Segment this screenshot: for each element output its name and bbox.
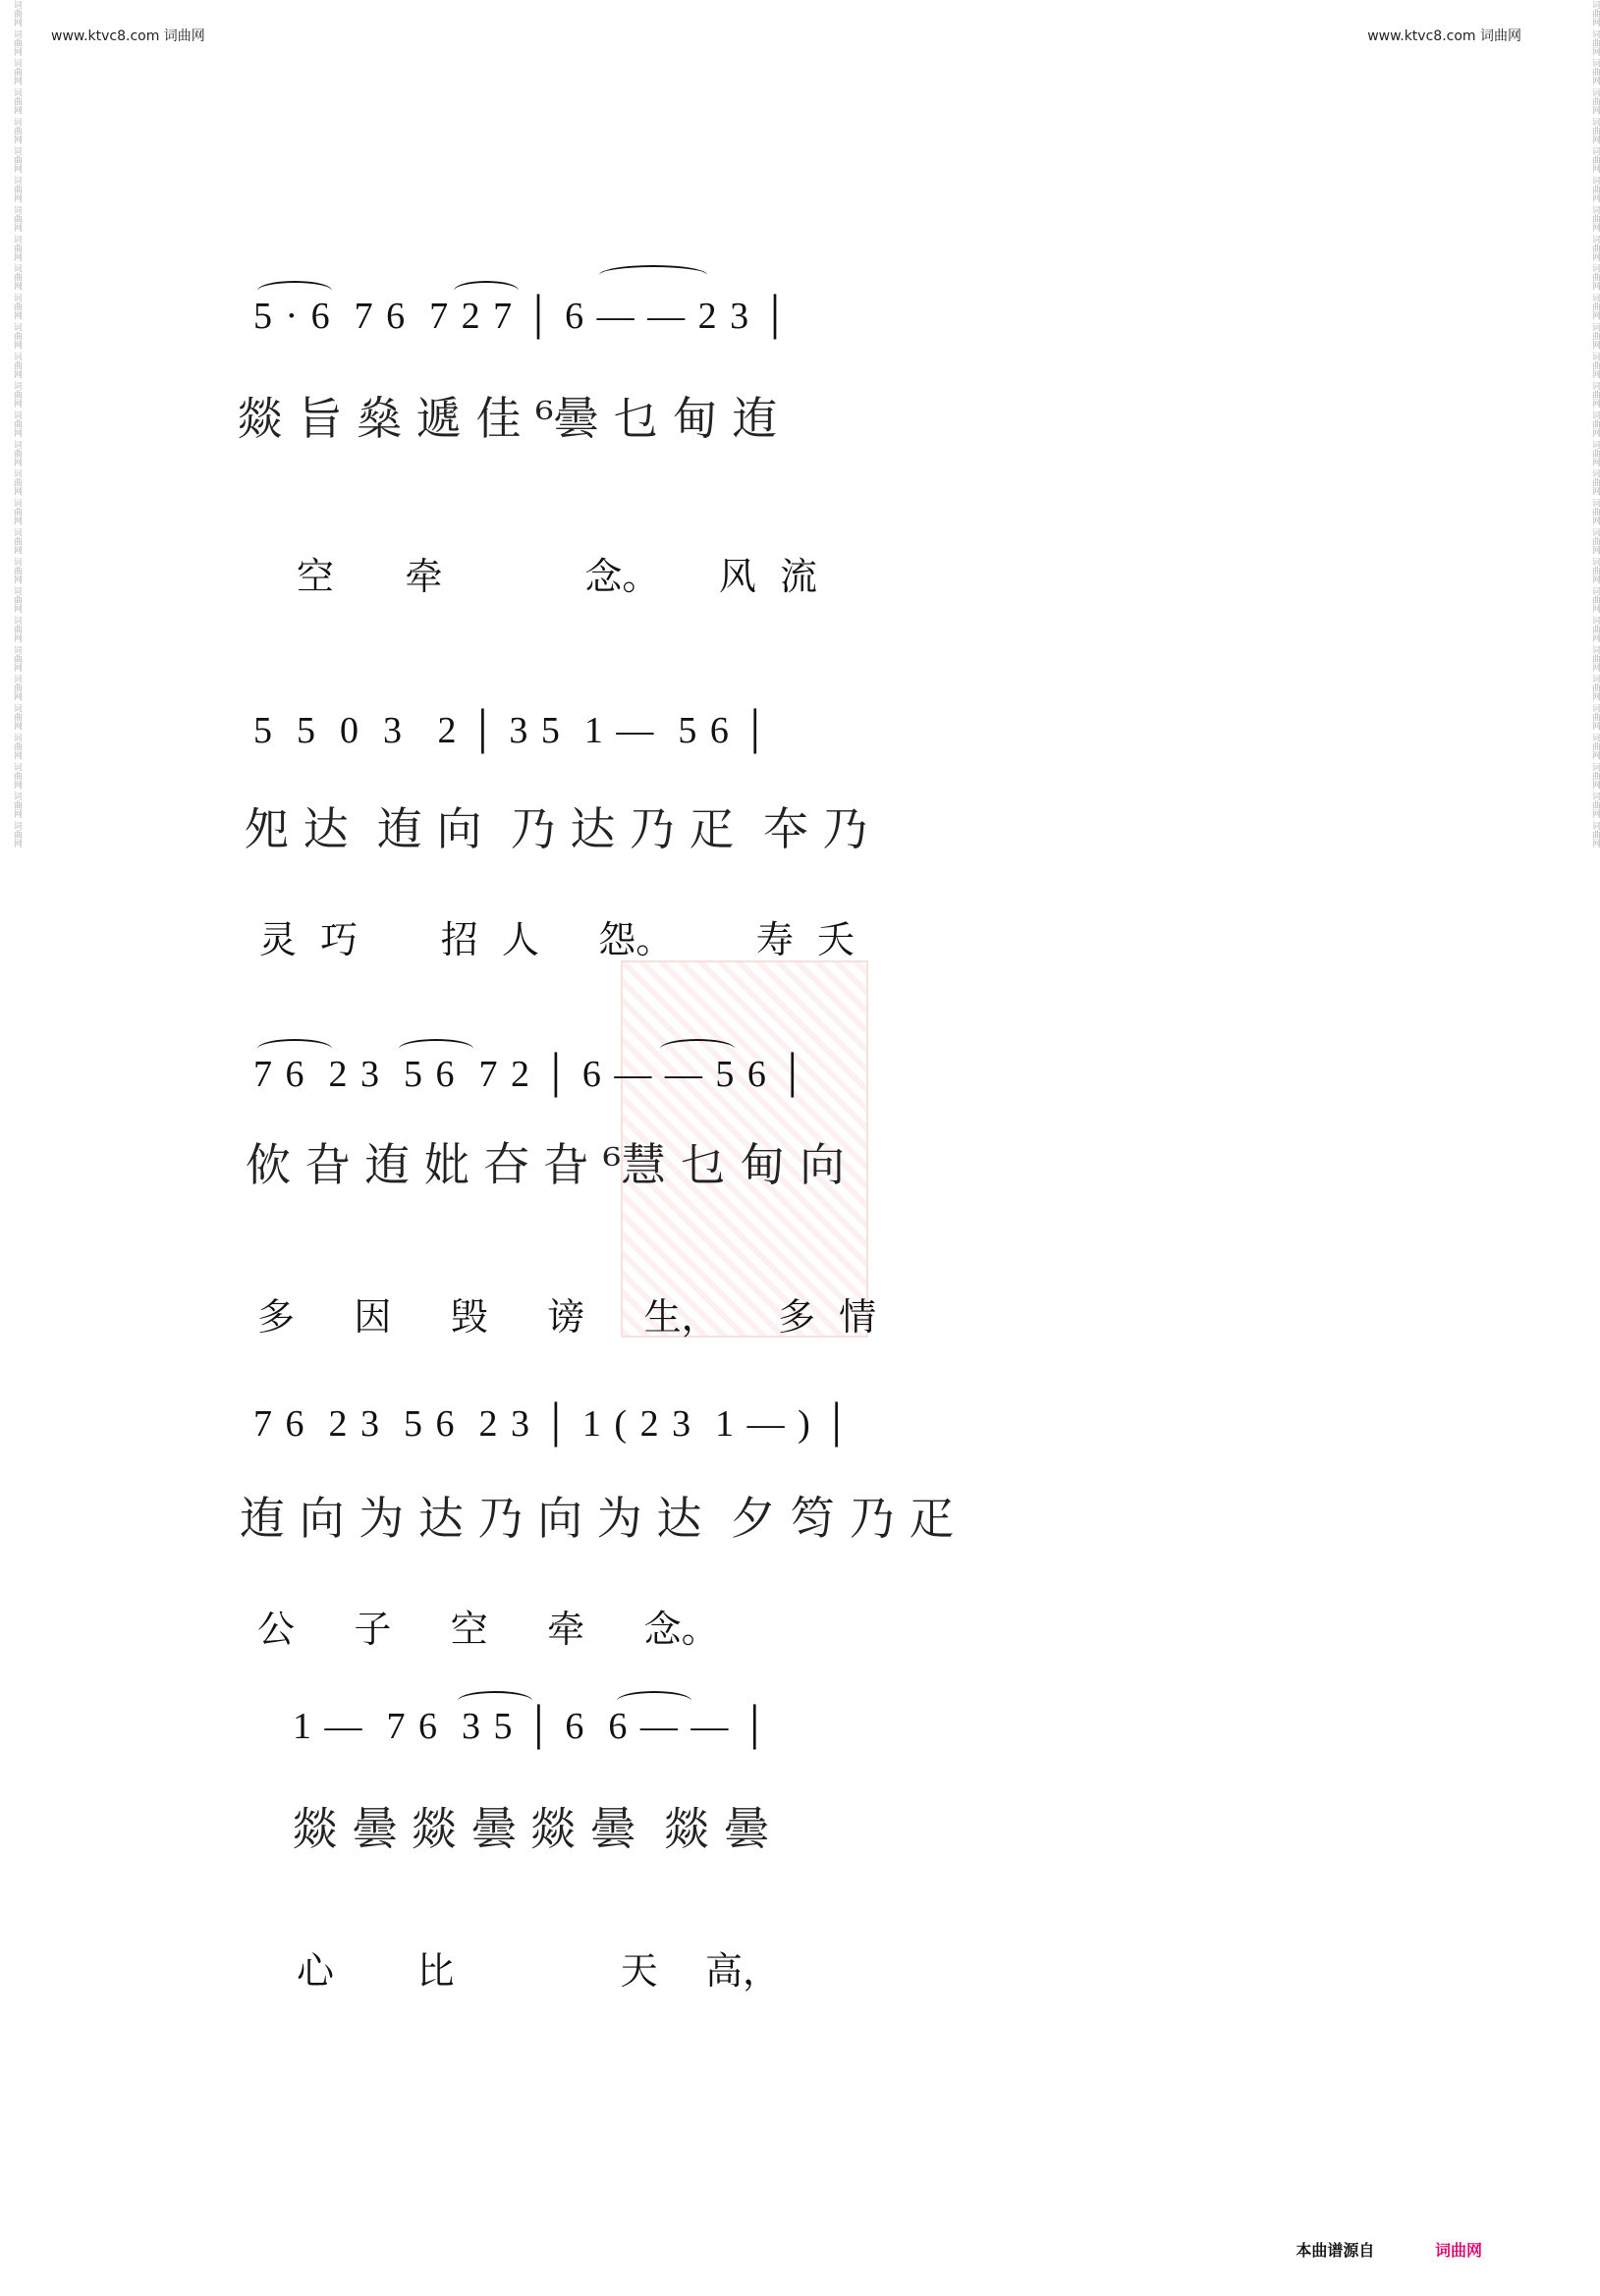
lyric-row-2: 灵 巧 招 人 怨。 寿 夭: [259, 918, 855, 961]
header-right-url[interactable]: www.ktvc8.com 词曲网: [1367, 28, 1521, 44]
header-left-url[interactable]: www.ktvc8.com 词曲网: [51, 28, 205, 44]
jianpu-notes-row-2: 5 5 0 3 2 │ 3 5 1 — 5 6 │: [253, 710, 771, 751]
lyric-row-4: 公 子 空 牵 念。: [257, 1608, 719, 1651]
gongche-row-2: 夗 达 迶 向 乃 达 乃 疋 夲 乃: [244, 802, 868, 855]
jianpu-notes-row-1: 5 · 6 7 6 7 2 7 │ 6 — — 2 3 │: [253, 296, 791, 337]
jianpu-notes-row-4: 7 6 2 3 5 6 2 3 │ 1 ( 2 3 1 — ) │: [253, 1403, 853, 1445]
jianpu-notes-row-3: 7 6 2 3 5 6 7 2 │ 6 — — 5 6 │: [253, 1054, 808, 1095]
footer-brand-link[interactable]: 词曲网: [1434, 2241, 1482, 2260]
gongche-row-3: 佽 旮 迶 妣 夻 旮 ⁶慧 乜 甸 向: [246, 1138, 846, 1191]
lyric-row-1: 空 牵 念。 风 流: [297, 555, 817, 598]
right-margin-watermark: 词曲网 词曲网 词曲网 词曲网 词曲网 词曲网 词曲网 词曲网 词曲网 词曲网 词曲网 词曲网 词曲网 词曲网 词曲网 词曲网 词曲网 词曲网 词曲网 词曲网 词曲网 词曲网 词曲网 词曲网 词曲网 词曲网 词曲网 词曲网 词曲网: [1590, 0, 1600, 848]
jianpu-notes-row-5: 1 — 7 6 3 5 │ 6 6 — — │: [293, 1706, 770, 1747]
left-margin-watermark: 词曲网 词曲网 词曲网 词曲网 词曲网 词曲网 词曲网 词曲网 词曲网 词曲网 词曲网 词曲网 词曲网 词曲网 词曲网 词曲网 词曲网 词曲网 词曲网 词曲网 词曲网 词曲网 词曲网 词曲网 词曲网 词曲网 词曲网 词曲网 词曲网: [12, 0, 22, 848]
gongche-row-5: 燚 曇 燚 曇 燚 曇 燚 曇: [293, 1802, 769, 1855]
gongche-row-1: 燚 旨 燊 遞 佳 ⁶曇 乜 甸 迶: [238, 392, 778, 445]
footer-source-text: 本曲谱源自: [1296, 2241, 1375, 2260]
footer-source: [1296, 2238, 1482, 2261]
lyric-row-3: 多 因 毁 谤 生， 多 情: [257, 1295, 877, 1339]
lyric-row-5: 心 比 天 高，: [297, 1949, 780, 1993]
gongche-row-4: 迶 向 为 达 乃 向 为 达 夕 笉 乃 疋: [240, 1492, 955, 1545]
